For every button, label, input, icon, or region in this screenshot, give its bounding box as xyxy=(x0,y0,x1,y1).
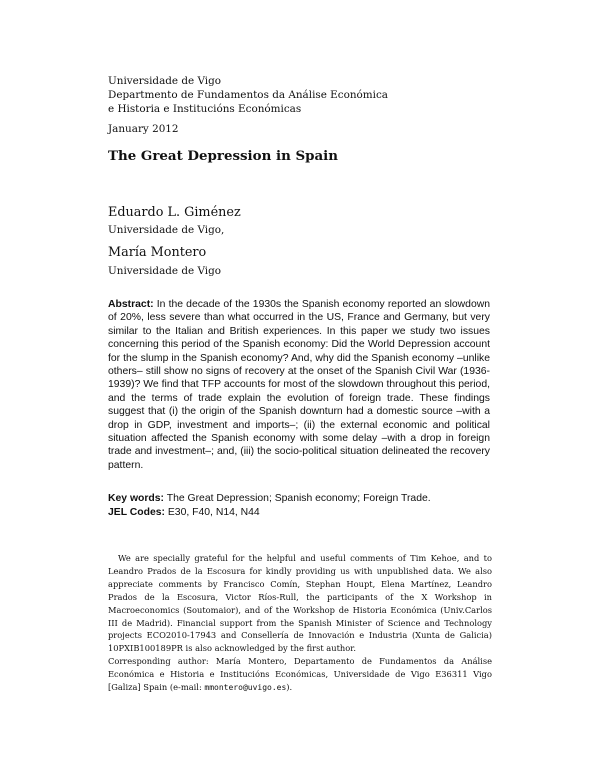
institution-header xyxy=(108,74,388,116)
footnote xyxy=(108,552,492,695)
header-university: Universidade de Vigo xyxy=(108,75,222,87)
keywords xyxy=(108,492,490,505)
corresponding-author xyxy=(108,655,492,695)
header-department-cont: e Historia e Institucións Económicas xyxy=(108,103,302,115)
author-affiliation-1: Universidade de Vigo, xyxy=(108,224,225,236)
abstract-label: Abstract: xyxy=(108,299,154,310)
keywords-text: The Great Depression; Spanish economy; Foreign Trade. xyxy=(166,493,431,504)
abstract xyxy=(108,298,490,472)
author-affiliation-2: Universidade de Vigo xyxy=(108,265,222,277)
acknowledgements: We are specially grateful for the helpful and useful comments of Tim Kehoe, and to Leandro Prados de la Escosura for kindly providing us with unpublished data. We also appreciate comments by Francisco Comín, Stephan Houpt, Elena Martínez, Leandro Prados de la Escosura, Victor Ríos-Rull, the participants of the X Workshop in Macroeconomics (Soutomaior), and of the Workshop de Historia Económica (Univ.Carlos III de Madrid). Financial support from the Spanish Minister of Science and Technology projects ECO2010-17943 and Consellería de Innovación e Industria (Xunta de Galicia) 10PXIB100189PR is also acknowledged by the first author. xyxy=(108,553,492,654)
jel-label: JEL Codes: xyxy=(108,507,165,518)
paper-title: The Great Depression in Spain xyxy=(108,148,338,164)
header-department: Departmento de Fundamentos da Análise Económica xyxy=(108,89,388,101)
author-name-2: María Montero xyxy=(108,245,207,260)
corresponding-text: Corresponding author: María Montero, Departamento de Fundamentos da Análise Económica e Historia e Institucións Económicas, Universidade de Vigo E36311 Vigo [Galiza] Spain (e-mail: xyxy=(108,656,492,693)
keywords-label: Key words: xyxy=(108,493,165,504)
jel-text: E30, F40, N14, N44 xyxy=(167,507,260,518)
email-link[interactable]: mmontero@uvigo.es xyxy=(204,683,287,693)
paper-date: January 2012 xyxy=(108,123,179,135)
abstract-text: In the decade of the 1930s the Spanish economy reported an slowdown of 20%, less severe than what occurred in the US, France and Germany, but very similar to the Italian and British experiences. In this paper we study two issues concerning this period of the Spanish economy: Did the World Depression account for the slump in the Spanish economy? And, why did the Spanish economy –unlike others– still show no signs of recovery at the onset of the Spanish Civil War (1936-1939)? We find that TFP accounts for most of the slowdown throughout this period, and the terms of trade explain the evolution of foreign trade. These findings suggest that (i) the origin of the Spanish downturn had a domestic source –with a drop in GDP, investment and imports–; (ii) the external economic and political situation affected the Spanish economy with some delay –with a drop in foreign trade and investment–; and, (iii) the socio-political situation delineated the recovery pattern. xyxy=(108,299,491,471)
jel-codes xyxy=(108,506,490,519)
email-suffix: ). xyxy=(286,682,293,693)
author-name-1: Eduardo L. Giménez xyxy=(108,205,241,220)
